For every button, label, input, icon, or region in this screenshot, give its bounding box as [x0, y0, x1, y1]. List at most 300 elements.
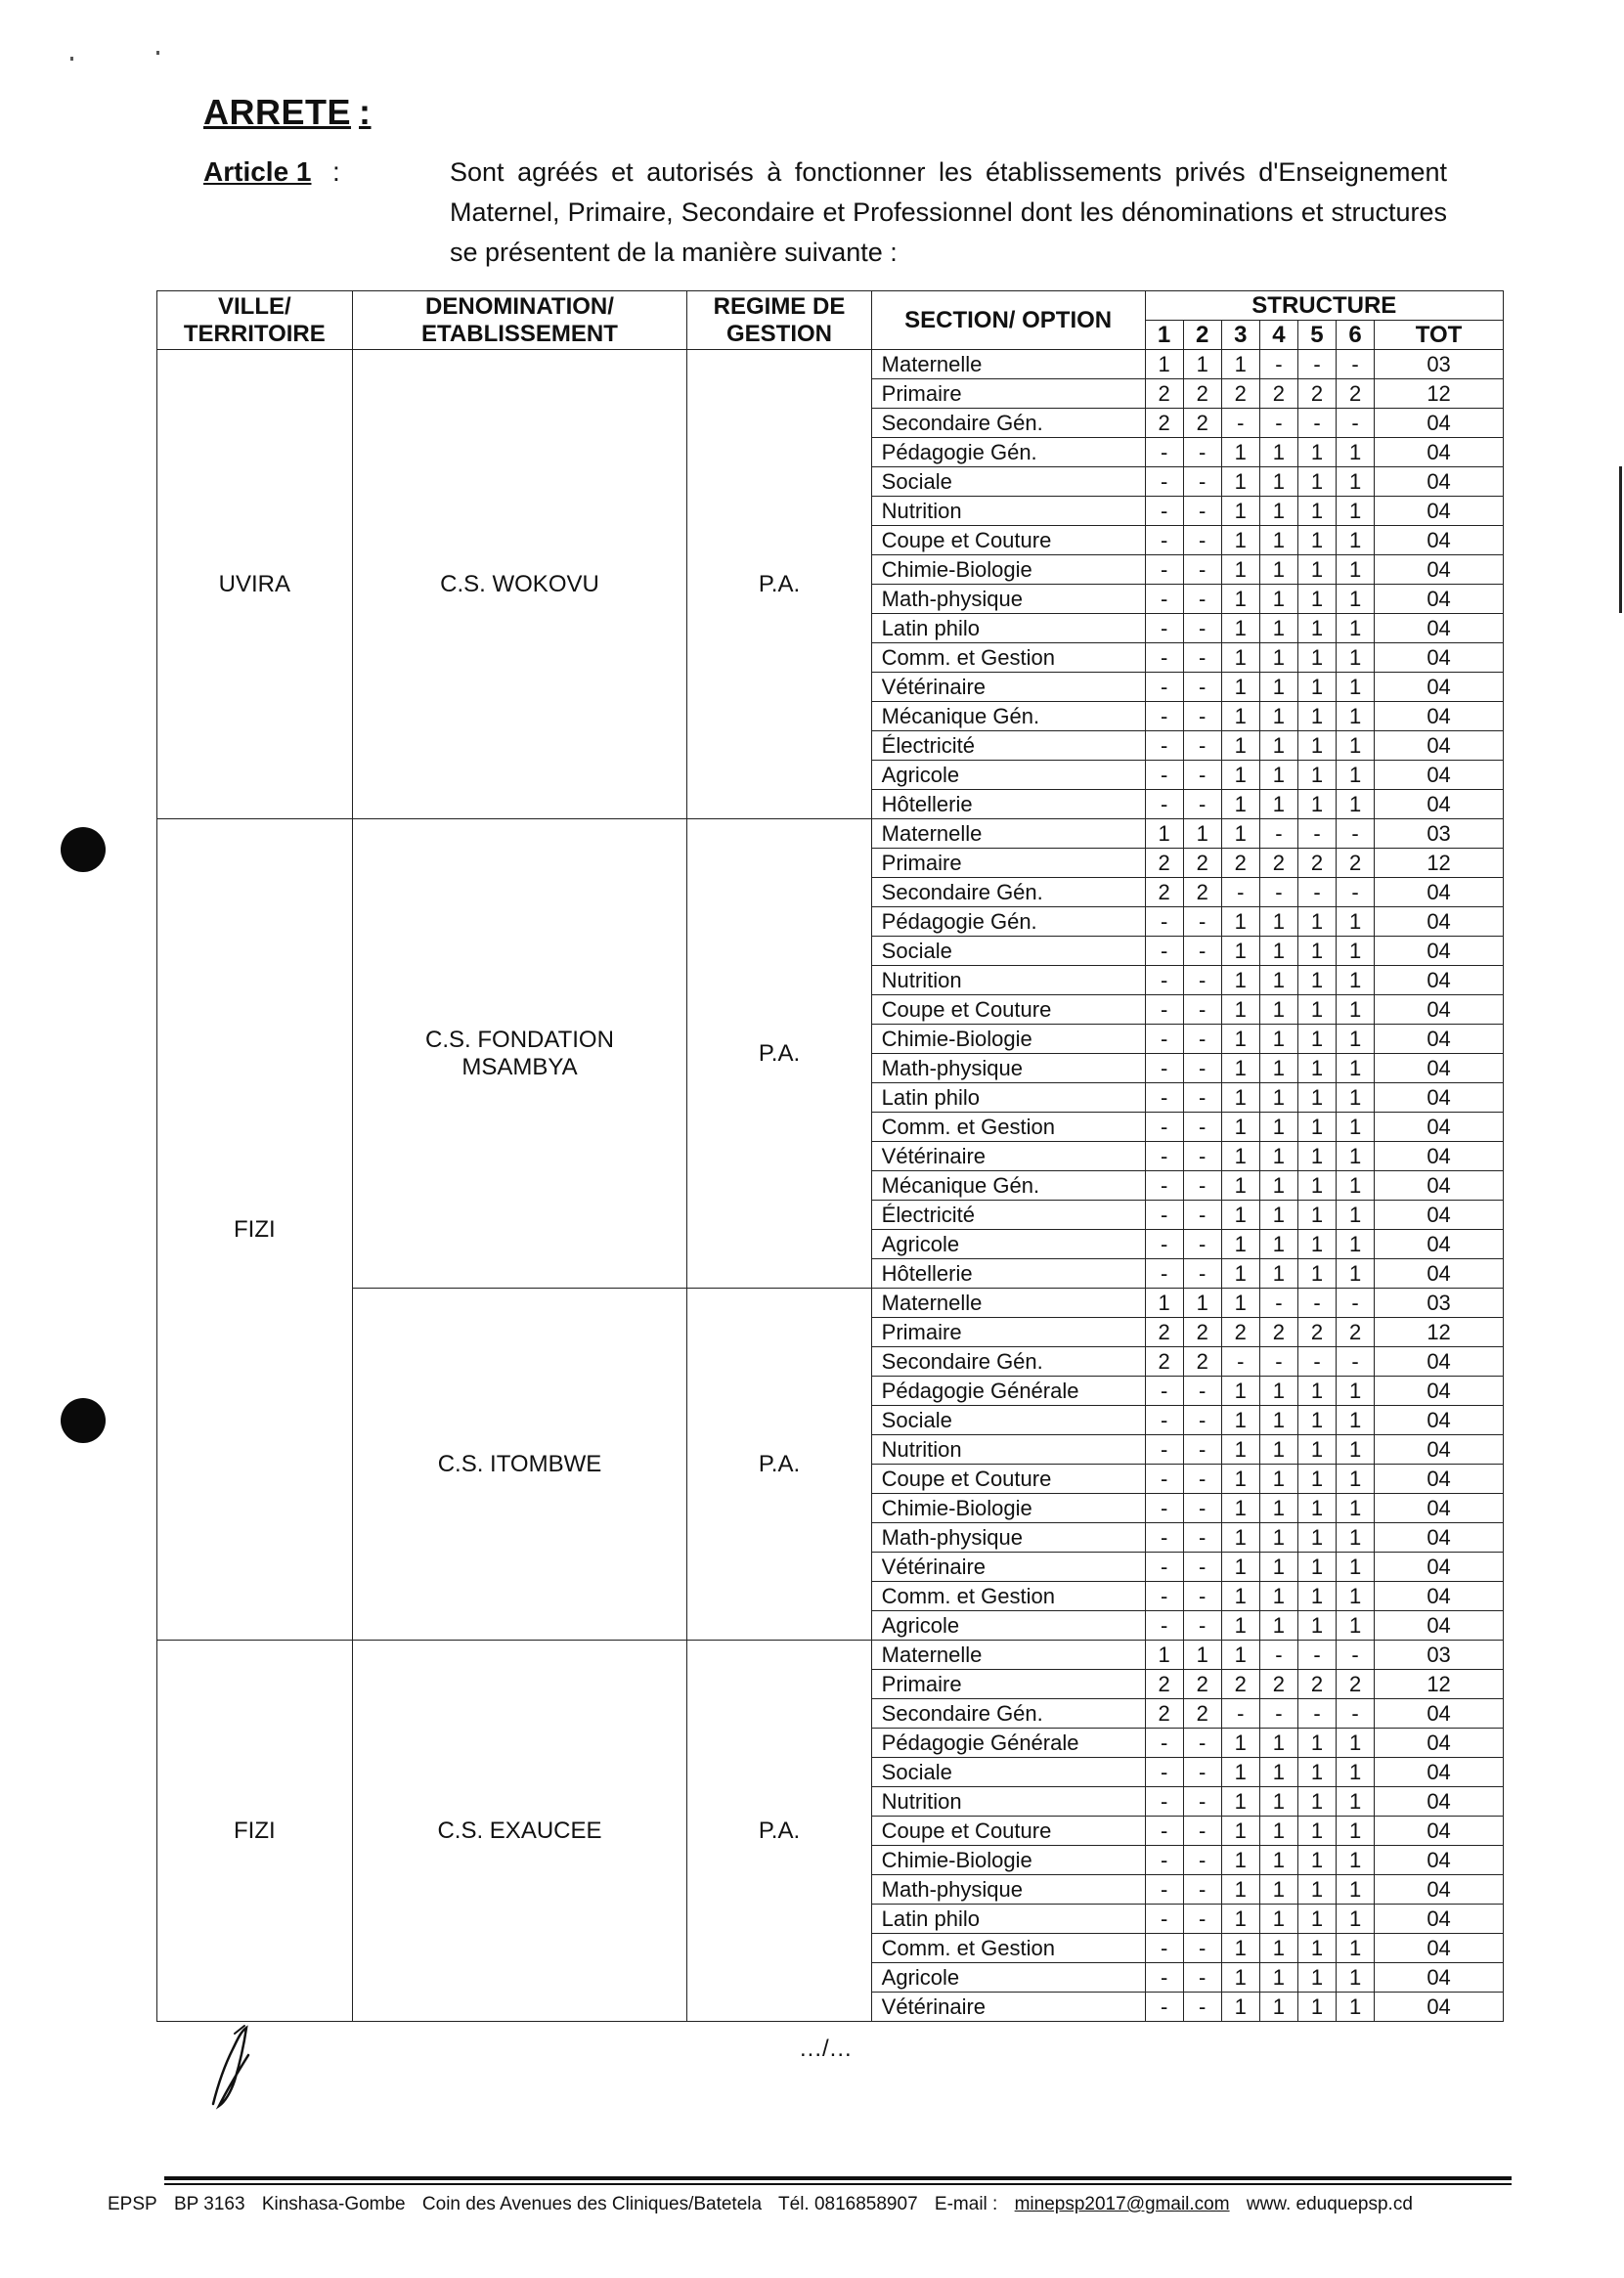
- year-4-cell: 1: [1259, 1934, 1297, 1963]
- year-2-cell: -: [1183, 790, 1221, 819]
- tot-cell: 04: [1375, 1699, 1504, 1729]
- section-cell: Chimie-Biologie: [871, 555, 1145, 585]
- tot-cell: 04: [1375, 1465, 1504, 1494]
- year-2-cell: -: [1183, 1406, 1221, 1435]
- year-5-cell: -: [1297, 1699, 1336, 1729]
- year-6-cell: -: [1337, 350, 1375, 379]
- year-3-cell: 1: [1221, 1201, 1259, 1230]
- year-4-cell: 1: [1259, 1406, 1297, 1435]
- year-4-cell: 1: [1259, 1817, 1297, 1846]
- year-3-cell: -: [1221, 1699, 1259, 1729]
- year-1-cell: -: [1145, 1259, 1183, 1289]
- year-2-cell: -: [1183, 1083, 1221, 1113]
- year-4-cell: -: [1259, 819, 1297, 849]
- tot-cell: 04: [1375, 1347, 1504, 1377]
- year-5-cell: 1: [1297, 555, 1336, 585]
- tot-cell: 04: [1375, 1553, 1504, 1582]
- year-1-cell: -: [1145, 1993, 1183, 2022]
- year-4-cell: 1: [1259, 497, 1297, 526]
- footer-rule: [164, 2176, 1512, 2180]
- year-5-cell: 1: [1297, 497, 1336, 526]
- year-4-cell: 1: [1259, 966, 1297, 995]
- year-5-cell: 1: [1297, 1083, 1336, 1113]
- year-6-cell: 1: [1337, 1201, 1375, 1230]
- year-4-cell: 1: [1259, 1963, 1297, 1993]
- year-3-cell: 1: [1221, 731, 1259, 761]
- year-6-cell: 1: [1337, 761, 1375, 790]
- year-3-cell: 1: [1221, 1406, 1259, 1435]
- section-cell: Sociale: [871, 467, 1145, 497]
- year-3-cell: 1: [1221, 937, 1259, 966]
- year-1-cell: -: [1145, 761, 1183, 790]
- year-4-cell: 1: [1259, 937, 1297, 966]
- section-cell: Nutrition: [871, 1787, 1145, 1817]
- year-2-cell: 2: [1183, 1347, 1221, 1377]
- year-1-cell: -: [1145, 1787, 1183, 1817]
- year-2-cell: -: [1183, 1494, 1221, 1523]
- section-cell: Primaire: [871, 1318, 1145, 1347]
- section-cell: Vétérinaire: [871, 1142, 1145, 1171]
- year-4-cell: 1: [1259, 467, 1297, 497]
- year-1-cell: -: [1145, 1054, 1183, 1083]
- year-5-cell: 1: [1297, 1611, 1336, 1641]
- year-4-cell: 1: [1259, 1201, 1297, 1230]
- year-4-cell: 1: [1259, 555, 1297, 585]
- year-6-cell: -: [1337, 1347, 1375, 1377]
- year-2-cell: 1: [1183, 1641, 1221, 1670]
- year-5-cell: -: [1297, 1641, 1336, 1670]
- section-cell: Secondaire Gén.: [871, 1347, 1145, 1377]
- year-1-cell: -: [1145, 790, 1183, 819]
- year-5-cell: -: [1297, 409, 1336, 438]
- year-4-cell: 1: [1259, 1729, 1297, 1758]
- year-1-cell: -: [1145, 1875, 1183, 1905]
- year-2-cell: -: [1183, 1758, 1221, 1787]
- ville-cell: FIZI: [157, 1641, 353, 2022]
- tot-cell: 04: [1375, 1201, 1504, 1230]
- year-6-cell: 1: [1337, 1025, 1375, 1054]
- year-6-cell: 1: [1337, 1905, 1375, 1934]
- year-6-cell: 1: [1337, 1435, 1375, 1465]
- year-6-cell: 1: [1337, 966, 1375, 995]
- year-1-cell: -: [1145, 614, 1183, 643]
- year-3-cell: 1: [1221, 1054, 1259, 1083]
- year-2-cell: 2: [1183, 1318, 1221, 1347]
- year-3-cell: 1: [1221, 1611, 1259, 1641]
- year-5-cell: -: [1297, 350, 1336, 379]
- year-4-cell: 1: [1259, 1377, 1297, 1406]
- year-1-cell: -: [1145, 937, 1183, 966]
- year-3-cell: 1: [1221, 1083, 1259, 1113]
- year-1-cell: -: [1145, 1905, 1183, 1934]
- section-cell: Primaire: [871, 1670, 1145, 1699]
- col-year-1: 1: [1145, 321, 1183, 350]
- year-6-cell: 1: [1337, 1406, 1375, 1435]
- section-cell: Sociale: [871, 937, 1145, 966]
- year-1-cell: -: [1145, 643, 1183, 673]
- section-cell: Vétérinaire: [871, 673, 1145, 702]
- year-6-cell: 1: [1337, 1523, 1375, 1553]
- tot-cell: 04: [1375, 643, 1504, 673]
- year-5-cell: 1: [1297, 1054, 1336, 1083]
- year-6-cell: 1: [1337, 907, 1375, 937]
- tot-cell: 04: [1375, 907, 1504, 937]
- section-cell: Secondaire Gén.: [871, 1699, 1145, 1729]
- year-6-cell: -: [1337, 878, 1375, 907]
- tot-cell: 04: [1375, 1230, 1504, 1259]
- year-3-cell: 1: [1221, 643, 1259, 673]
- year-3-cell: 1: [1221, 702, 1259, 731]
- section-cell: Maternelle: [871, 350, 1145, 379]
- ville-cell: UVIRA: [157, 350, 353, 819]
- year-1-cell: -: [1145, 1934, 1183, 1963]
- section-cell: Pédagogie Gén.: [871, 438, 1145, 467]
- year-3-cell: 1: [1221, 1025, 1259, 1054]
- year-2-cell: -: [1183, 643, 1221, 673]
- year-4-cell: -: [1259, 1347, 1297, 1377]
- year-6-cell: 1: [1337, 1582, 1375, 1611]
- tot-cell: 03: [1375, 1289, 1504, 1318]
- year-6-cell: 1: [1337, 1259, 1375, 1289]
- tot-cell: 04: [1375, 761, 1504, 790]
- year-3-cell: 1: [1221, 1817, 1259, 1846]
- year-1-cell: -: [1145, 995, 1183, 1025]
- tot-cell: 04: [1375, 1025, 1504, 1054]
- year-3-cell: 1: [1221, 819, 1259, 849]
- year-5-cell: 1: [1297, 907, 1336, 937]
- section-cell: Comm. et Gestion: [871, 1113, 1145, 1142]
- year-2-cell: 2: [1183, 379, 1221, 409]
- year-3-cell: 1: [1221, 673, 1259, 702]
- year-5-cell: 1: [1297, 526, 1336, 555]
- tot-cell: 04: [1375, 937, 1504, 966]
- year-2-cell: -: [1183, 702, 1221, 731]
- year-1-cell: -: [1145, 526, 1183, 555]
- section-cell: Math-physique: [871, 1054, 1145, 1083]
- year-1-cell: 1: [1145, 819, 1183, 849]
- year-5-cell: 1: [1297, 585, 1336, 614]
- year-2-cell: -: [1183, 1201, 1221, 1230]
- year-2-cell: 1: [1183, 350, 1221, 379]
- year-6-cell: -: [1337, 409, 1375, 438]
- section-cell: Math-physique: [871, 1875, 1145, 1905]
- year-6-cell: 1: [1337, 995, 1375, 1025]
- year-6-cell: 1: [1337, 1611, 1375, 1641]
- footer-org: EPSP: [108, 2194, 157, 2214]
- year-5-cell: 1: [1297, 1905, 1336, 1934]
- year-4-cell: 1: [1259, 790, 1297, 819]
- year-5-cell: 1: [1297, 1582, 1336, 1611]
- year-6-cell: 1: [1337, 467, 1375, 497]
- year-6-cell: 1: [1337, 702, 1375, 731]
- section-cell: Secondaire Gén.: [871, 878, 1145, 907]
- year-5-cell: 1: [1297, 966, 1336, 995]
- year-5-cell: 1: [1297, 702, 1336, 731]
- year-5-cell: 1: [1297, 731, 1336, 761]
- year-1-cell: -: [1145, 1171, 1183, 1201]
- year-4-cell: 1: [1259, 1553, 1297, 1582]
- year-1-cell: -: [1145, 1817, 1183, 1846]
- year-5-cell: 1: [1297, 673, 1336, 702]
- year-3-cell: 1: [1221, 555, 1259, 585]
- year-5-cell: -: [1297, 1347, 1336, 1377]
- section-cell: Vétérinaire: [871, 1993, 1145, 2022]
- section-cell: Comm. et Gestion: [871, 1582, 1145, 1611]
- year-2-cell: -: [1183, 1553, 1221, 1582]
- year-4-cell: 1: [1259, 526, 1297, 555]
- section-cell: Nutrition: [871, 966, 1145, 995]
- year-4-cell: -: [1259, 350, 1297, 379]
- year-4-cell: 1: [1259, 1083, 1297, 1113]
- year-6-cell: 1: [1337, 1142, 1375, 1171]
- schools-table: [156, 290, 1504, 2022]
- col-section-option: SECTION/ OPTION: [871, 291, 1145, 350]
- year-4-cell: -: [1259, 409, 1297, 438]
- year-6-cell: -: [1337, 819, 1375, 849]
- year-3-cell: 1: [1221, 1729, 1259, 1758]
- section-cell: Agricole: [871, 761, 1145, 790]
- year-1-cell: -: [1145, 497, 1183, 526]
- section-cell: Comm. et Gestion: [871, 1934, 1145, 1963]
- tot-cell: 04: [1375, 1846, 1504, 1875]
- year-6-cell: 1: [1337, 937, 1375, 966]
- year-2-cell: -: [1183, 1875, 1221, 1905]
- year-3-cell: 1: [1221, 1230, 1259, 1259]
- section-cell: Coupe et Couture: [871, 1465, 1145, 1494]
- year-5-cell: 1: [1297, 761, 1336, 790]
- year-6-cell: 2: [1337, 849, 1375, 878]
- footer-rule-thin: [164, 2183, 1512, 2185]
- year-4-cell: 1: [1259, 585, 1297, 614]
- ville-cell: FIZI: [157, 819, 353, 1641]
- school-name-cell: C.S. ITOMBWE: [352, 1289, 687, 1641]
- year-5-cell: 1: [1297, 438, 1336, 467]
- year-3-cell: 1: [1221, 790, 1259, 819]
- year-4-cell: 1: [1259, 438, 1297, 467]
- section-cell: Primaire: [871, 379, 1145, 409]
- year-1-cell: 2: [1145, 1699, 1183, 1729]
- year-3-cell: 1: [1221, 1641, 1259, 1670]
- scan-edge-mark: [1619, 466, 1622, 613]
- col-year-4: 4: [1259, 321, 1297, 350]
- tot-cell: 04: [1375, 409, 1504, 438]
- year-3-cell: 1: [1221, 497, 1259, 526]
- year-1-cell: -: [1145, 1025, 1183, 1054]
- year-5-cell: 1: [1297, 1875, 1336, 1905]
- section-cell: Latin philo: [871, 614, 1145, 643]
- year-4-cell: 1: [1259, 1582, 1297, 1611]
- tot-cell: 04: [1375, 1934, 1504, 1963]
- year-2-cell: -: [1183, 1230, 1221, 1259]
- year-1-cell: -: [1145, 1523, 1183, 1553]
- tot-cell: 04: [1375, 1875, 1504, 1905]
- year-6-cell: 1: [1337, 438, 1375, 467]
- tot-cell: 04: [1375, 1113, 1504, 1142]
- regime-cell: P.A.: [687, 819, 871, 1289]
- tot-cell: 04: [1375, 497, 1504, 526]
- year-3-cell: -: [1221, 409, 1259, 438]
- year-2-cell: -: [1183, 1171, 1221, 1201]
- tot-cell: 03: [1375, 1641, 1504, 1670]
- year-1-cell: -: [1145, 1113, 1183, 1142]
- year-2-cell: -: [1183, 937, 1221, 966]
- tot-cell: 04: [1375, 1758, 1504, 1787]
- year-4-cell: 1: [1259, 673, 1297, 702]
- year-6-cell: 1: [1337, 1054, 1375, 1083]
- col-year-2: 2: [1183, 321, 1221, 350]
- signature: [205, 2022, 264, 2110]
- section-cell: Latin philo: [871, 1905, 1145, 1934]
- year-6-cell: 1: [1337, 555, 1375, 585]
- year-3-cell: 2: [1221, 849, 1259, 878]
- tot-cell: 04: [1375, 1582, 1504, 1611]
- year-3-cell: 1: [1221, 1171, 1259, 1201]
- year-4-cell: -: [1259, 1699, 1297, 1729]
- tot-cell: 04: [1375, 1171, 1504, 1201]
- year-2-cell: -: [1183, 761, 1221, 790]
- year-4-cell: 1: [1259, 1523, 1297, 1553]
- footer-email[interactable]: minepsp2017@gmail.com: [1014, 2194, 1230, 2214]
- scan-speck: [70, 57, 73, 61]
- year-5-cell: 1: [1297, 1259, 1336, 1289]
- year-3-cell: 2: [1221, 379, 1259, 409]
- year-4-cell: -: [1259, 878, 1297, 907]
- punch-hole: [61, 827, 106, 872]
- year-3-cell: -: [1221, 878, 1259, 907]
- year-2-cell: -: [1183, 614, 1221, 643]
- year-5-cell: 2: [1297, 1318, 1336, 1347]
- section-cell: Agricole: [871, 1611, 1145, 1641]
- year-4-cell: 1: [1259, 1259, 1297, 1289]
- year-3-cell: 1: [1221, 1963, 1259, 1993]
- year-3-cell: 1: [1221, 1787, 1259, 1817]
- year-1-cell: 2: [1145, 1670, 1183, 1699]
- school-name-cell: C.S. FONDATION MSAMBYA: [352, 819, 687, 1289]
- table-header-row: [157, 291, 1504, 321]
- section-cell: Pédagogie Générale: [871, 1729, 1145, 1758]
- year-1-cell: 2: [1145, 849, 1183, 878]
- tot-cell: 04: [1375, 526, 1504, 555]
- section-cell: Coupe et Couture: [871, 1817, 1145, 1846]
- year-5-cell: 1: [1297, 1025, 1336, 1054]
- year-6-cell: 1: [1337, 1758, 1375, 1787]
- year-1-cell: 1: [1145, 350, 1183, 379]
- tot-cell: 04: [1375, 614, 1504, 643]
- table-row: [157, 1289, 1504, 1318]
- tot-cell: 04: [1375, 702, 1504, 731]
- section-cell: Chimie-Biologie: [871, 1025, 1145, 1054]
- tot-cell: 04: [1375, 1993, 1504, 2022]
- section-cell: Nutrition: [871, 497, 1145, 526]
- year-3-cell: 1: [1221, 966, 1259, 995]
- year-2-cell: -: [1183, 731, 1221, 761]
- year-6-cell: -: [1337, 1641, 1375, 1670]
- year-1-cell: 2: [1145, 878, 1183, 907]
- year-2-cell: -: [1183, 1025, 1221, 1054]
- year-2-cell: -: [1183, 1905, 1221, 1934]
- tot-cell: 04: [1375, 995, 1504, 1025]
- year-3-cell: 1: [1221, 1875, 1259, 1905]
- year-5-cell: 1: [1297, 1494, 1336, 1523]
- year-1-cell: -: [1145, 1201, 1183, 1230]
- year-4-cell: 1: [1259, 1494, 1297, 1523]
- year-2-cell: -: [1183, 1846, 1221, 1875]
- year-6-cell: -: [1337, 1289, 1375, 1318]
- year-1-cell: -: [1145, 673, 1183, 702]
- tot-cell: 04: [1375, 966, 1504, 995]
- year-2-cell: -: [1183, 1963, 1221, 1993]
- year-6-cell: 1: [1337, 1083, 1375, 1113]
- year-4-cell: 1: [1259, 1905, 1297, 1934]
- tot-cell: 12: [1375, 849, 1504, 878]
- year-2-cell: 2: [1183, 878, 1221, 907]
- year-1-cell: -: [1145, 1553, 1183, 1582]
- section-cell: Agricole: [871, 1963, 1145, 1993]
- col-tot: TOT: [1375, 321, 1504, 350]
- year-5-cell: 1: [1297, 1406, 1336, 1435]
- tot-cell: 04: [1375, 790, 1504, 819]
- year-2-cell: -: [1183, 1611, 1221, 1641]
- year-5-cell: 1: [1297, 467, 1336, 497]
- year-6-cell: 1: [1337, 1993, 1375, 2022]
- year-4-cell: 1: [1259, 1993, 1297, 2022]
- year-1-cell: -: [1145, 1758, 1183, 1787]
- regime-cell: P.A.: [687, 1641, 871, 2022]
- page-title: ARRETE :: [203, 92, 372, 132]
- year-6-cell: 1: [1337, 1113, 1375, 1142]
- year-1-cell: -: [1145, 731, 1183, 761]
- section-cell: Mécanique Gén.: [871, 702, 1145, 731]
- year-2-cell: -: [1183, 1054, 1221, 1083]
- year-2-cell: 2: [1183, 1670, 1221, 1699]
- section-cell: Comm. et Gestion: [871, 643, 1145, 673]
- year-5-cell: 1: [1297, 1523, 1336, 1553]
- year-4-cell: 2: [1259, 849, 1297, 878]
- year-5-cell: 1: [1297, 1934, 1336, 1963]
- year-6-cell: -: [1337, 1699, 1375, 1729]
- year-1-cell: -: [1145, 1406, 1183, 1435]
- tot-cell: 04: [1375, 1963, 1504, 1993]
- col-year-6: 6: [1337, 321, 1375, 350]
- year-1-cell: -: [1145, 1611, 1183, 1641]
- section-cell: Nutrition: [871, 1435, 1145, 1465]
- year-1-cell: 1: [1145, 1641, 1183, 1670]
- year-4-cell: 1: [1259, 1875, 1297, 1905]
- year-1-cell: -: [1145, 1142, 1183, 1171]
- year-1-cell: 1: [1145, 1289, 1183, 1318]
- section-cell: Hôtellerie: [871, 1259, 1145, 1289]
- year-3-cell: 1: [1221, 350, 1259, 379]
- footer-website[interactable]: www. eduquepsp.cd: [1246, 2194, 1413, 2214]
- year-5-cell: 1: [1297, 614, 1336, 643]
- year-5-cell: 1: [1297, 1817, 1336, 1846]
- year-3-cell: 1: [1221, 585, 1259, 614]
- year-4-cell: 1: [1259, 643, 1297, 673]
- section-cell: Coupe et Couture: [871, 526, 1145, 555]
- year-3-cell: 1: [1221, 1494, 1259, 1523]
- year-4-cell: 1: [1259, 907, 1297, 937]
- year-6-cell: 1: [1337, 643, 1375, 673]
- year-3-cell: 1: [1221, 1142, 1259, 1171]
- year-2-cell: -: [1183, 995, 1221, 1025]
- year-6-cell: 1: [1337, 1817, 1375, 1846]
- year-6-cell: 1: [1337, 526, 1375, 555]
- section-cell: Sociale: [871, 1758, 1145, 1787]
- year-4-cell: 1: [1259, 761, 1297, 790]
- tot-cell: 04: [1375, 1142, 1504, 1171]
- year-3-cell: 1: [1221, 995, 1259, 1025]
- year-6-cell: 2: [1337, 1670, 1375, 1699]
